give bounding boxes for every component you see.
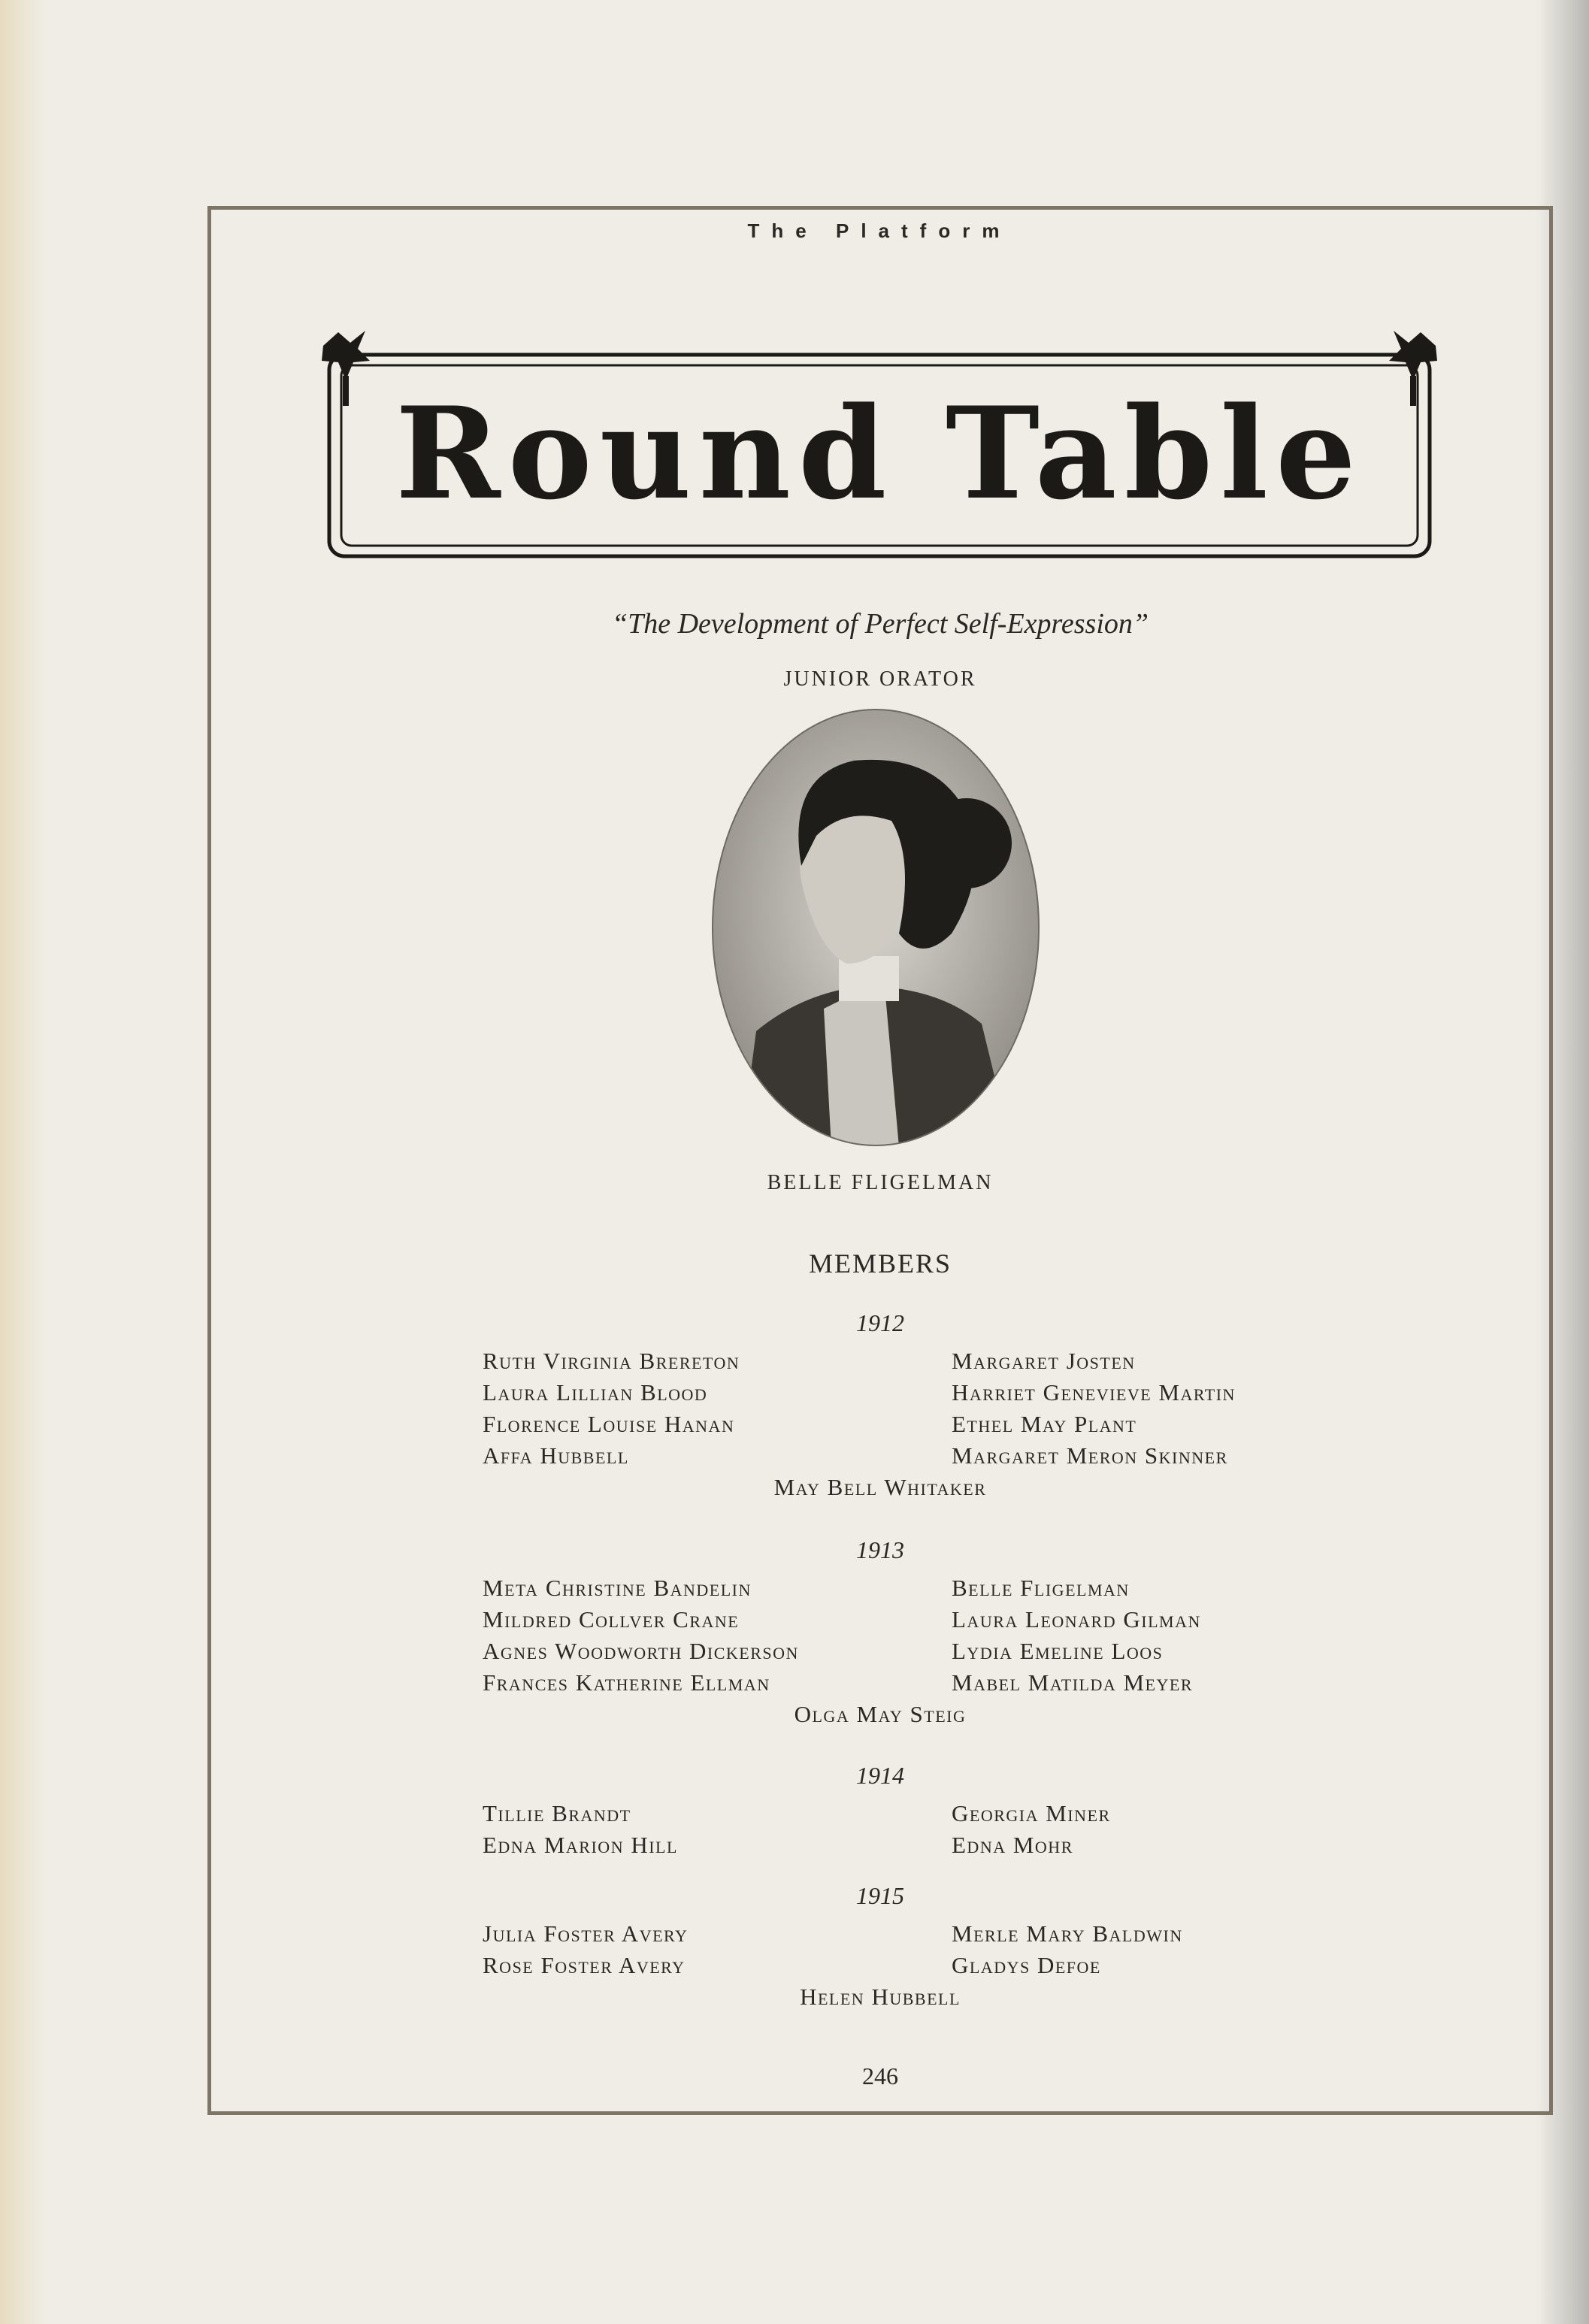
member-name: Laura Leonard Gilman bbox=[952, 1606, 1201, 1633]
member-name: Tillie Brandt bbox=[483, 1800, 631, 1826]
office-title: JUNIOR ORATOR bbox=[783, 667, 977, 691]
member-name: Meta Christine Bandelin bbox=[483, 1575, 752, 1601]
class-left-column bbox=[483, 1798, 678, 1861]
member-name: Rose Foster Avery bbox=[483, 1952, 686, 1978]
member-name: Mabel Matilda Meyer bbox=[952, 1669, 1193, 1696]
running-head: The Platform bbox=[747, 219, 1012, 242]
member-name-center: May Bell Whitaker bbox=[773, 1474, 987, 1500]
member-name: Belle Fligelman bbox=[952, 1575, 1130, 1601]
member-name: Harriet Genevieve Martin bbox=[952, 1379, 1236, 1406]
member-name: Edna Marion Hill bbox=[483, 1832, 678, 1858]
class-left-column bbox=[483, 1572, 799, 1699]
member-name: Ruth Virginia Brereton bbox=[483, 1348, 740, 1374]
member-name: Lydia Emeline Loos bbox=[952, 1638, 1164, 1664]
portrait-caption: BELLE FLIGELMAN bbox=[767, 1171, 994, 1194]
member-name: Margaret Meron Skinner bbox=[952, 1442, 1228, 1469]
class-year: 1912 bbox=[856, 1309, 904, 1336]
member-name: Edna Mohr bbox=[952, 1832, 1073, 1858]
member-name-center: Helen Hubbell bbox=[800, 1984, 961, 2010]
member-name: Gladys Defoe bbox=[952, 1952, 1101, 1978]
member-name: Ethel May Plant bbox=[952, 1411, 1137, 1437]
class-right-column bbox=[952, 1572, 1201, 1699]
motto: “The Development of Perfect Self-Expression” bbox=[611, 608, 1149, 640]
member-name: Mildred Collver Crane bbox=[483, 1606, 740, 1633]
class-year: 1913 bbox=[856, 1536, 904, 1563]
portrait-photo bbox=[711, 708, 1040, 1147]
member-name: Julia Foster Avery bbox=[483, 1920, 689, 1947]
member-name: Frances Katherine Ellman bbox=[483, 1669, 770, 1696]
title-banner bbox=[316, 316, 1443, 571]
class-left-column bbox=[483, 1345, 740, 1472]
member-name: Laura Lillian Blood bbox=[483, 1379, 708, 1406]
class-left-column bbox=[483, 1918, 688, 1981]
member-name: Affa Hubbell bbox=[483, 1442, 629, 1469]
class-right-column bbox=[952, 1798, 1111, 1861]
member-name-center: Olga May Steig bbox=[794, 1701, 967, 1727]
class-right-column bbox=[952, 1345, 1236, 1472]
page-edge-left bbox=[0, 0, 45, 2324]
members-heading: MEMBERS bbox=[808, 1248, 952, 1279]
banner-title: Round Table bbox=[395, 379, 1364, 528]
class-year: 1915 bbox=[856, 1882, 904, 1909]
member-name: Margaret Josten bbox=[952, 1348, 1136, 1374]
page-number: 246 bbox=[862, 2062, 898, 2089]
member-name: Georgia Miner bbox=[952, 1800, 1111, 1826]
member-name: Merle Mary Baldwin bbox=[952, 1920, 1183, 1947]
class-right-column bbox=[952, 1918, 1183, 1981]
member-name: Agnes Woodworth Dickerson bbox=[483, 1638, 799, 1664]
member-name: Florence Louise Hanan bbox=[483, 1411, 735, 1437]
class-year: 1914 bbox=[856, 1762, 904, 1789]
